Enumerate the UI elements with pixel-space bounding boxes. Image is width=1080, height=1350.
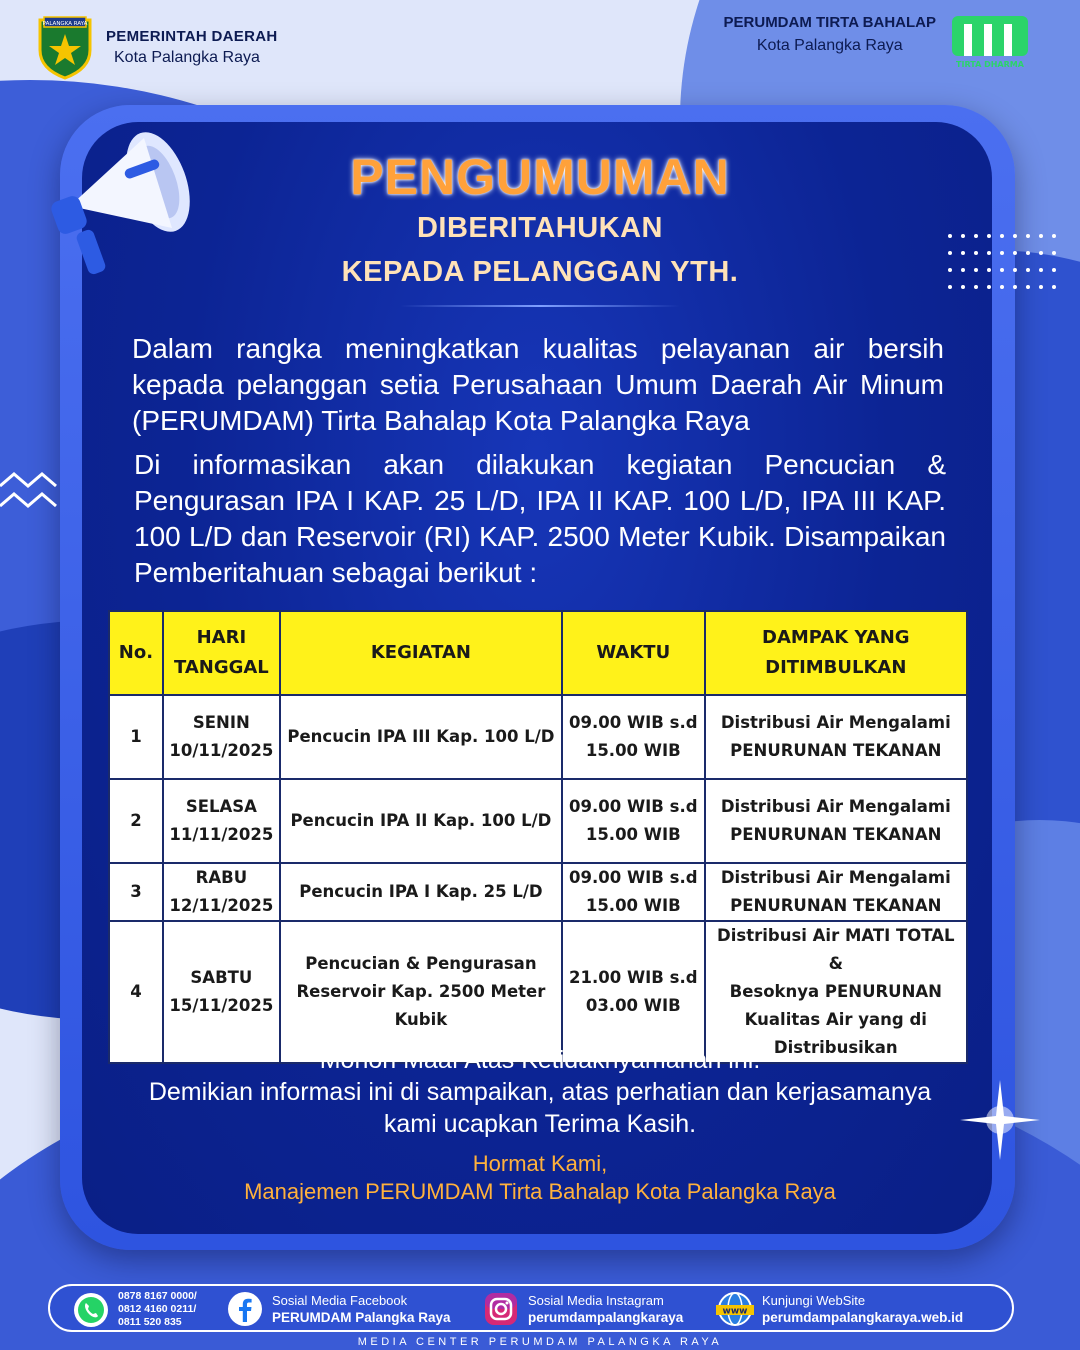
cell-activity: Pencucin IPA I Kap. 25 L/D [280, 863, 562, 921]
cell-activity: Pencucin IPA II Kap. 100 L/D [280, 779, 562, 863]
header-date: TANGGAL [173, 657, 269, 678]
divider [400, 305, 680, 307]
cell-time [562, 695, 705, 779]
cell-impact [705, 921, 967, 1063]
footer-website[interactable] [716, 1290, 963, 1328]
apology-text: Mohon Maaf Atas Ketidaknyamanan ini. [319, 1046, 761, 1074]
cell-time-start: 09.00 WIB s.d [569, 797, 698, 816]
cell-day: RABU [195, 868, 248, 887]
cell-time-start: 09.00 WIB s.d [569, 713, 698, 732]
header-right [724, 14, 1030, 70]
cell-impact-line: Besoknya PENURUNAN [729, 982, 942, 1001]
cell-day: SABTU [190, 968, 253, 987]
footer-instagram[interactable] [482, 1290, 683, 1328]
cell-impact-line: Kualitas Air yang di [744, 1010, 927, 1029]
whatsapp-icon [72, 1291, 110, 1329]
schedule-table [108, 610, 968, 1064]
closing-text: kami ucapkan Terima Kasih. [383, 1110, 697, 1138]
cell-activity: Pencucin IPA III Kap. 100 L/D [280, 695, 562, 779]
cell-activity [280, 921, 562, 1063]
header-left [36, 14, 278, 80]
cell-no: 3 [109, 863, 163, 921]
cell-impact-line: Distribusikan [773, 1038, 898, 1057]
cell-impact-line: PENURUNAN TEKANAN [730, 741, 942, 760]
announcement-title: PENGUMUMAN [350, 149, 730, 205]
header-day-date [163, 611, 280, 695]
pm-logo-icon [950, 14, 1030, 70]
cell-impact [705, 695, 967, 779]
facebook-account: PERUMDAM Palangka Raya [272, 1310, 451, 1325]
footer-whatsapp[interactable] [72, 1290, 197, 1329]
cell-time-end: 15.00 WIB [585, 896, 681, 915]
cell-impact-line: Distribusi Air Mengalami [720, 713, 951, 732]
phone-number: 0811 520 835 [118, 1316, 182, 1328]
cell-day: SELASA [185, 797, 257, 816]
crest-icon [36, 14, 94, 80]
cell-time-end: 03.00 WIB [585, 996, 681, 1015]
cell-day: SENIN [192, 713, 250, 732]
cell-time [562, 921, 705, 1063]
cell-date: 10/11/2025 [169, 741, 274, 760]
footer-facebook[interactable] [226, 1290, 451, 1328]
header-impact-line: DITIMBULKAN [765, 657, 907, 678]
cell-no: 1 [109, 695, 163, 779]
cell-day-date [163, 863, 280, 921]
media-center-caption: MEDIA CENTER PERUMDAM PALANGKA RAYA [357, 1336, 723, 1348]
header-impact [705, 611, 967, 695]
header-activity: KEGIATAN [280, 611, 562, 695]
cell-impact [705, 779, 967, 863]
instagram-icon [482, 1290, 520, 1328]
instagram-label: Sosial Media Instagram [528, 1293, 664, 1308]
cell-impact-line: Distribusi Air Mengalami [720, 797, 951, 816]
website-label: Kunjungi WebSite [762, 1293, 866, 1308]
announcement-subtitle-1: DIBERITAHUKAN [416, 212, 663, 244]
cell-date: 12/11/2025 [169, 896, 274, 915]
facebook-label: Sosial Media Facebook [272, 1293, 408, 1308]
table-row [109, 695, 967, 779]
cell-activity-line: Kubik [394, 1010, 448, 1029]
instagram-account: perumdampalangkaraya [528, 1310, 684, 1325]
table-row [109, 921, 967, 1063]
cell-time [562, 863, 705, 921]
header-impact-line: DAMPAK YANG [762, 627, 910, 648]
cell-impact-line: PENURUNAN TEKANAN [730, 825, 942, 844]
government-city: Kota Palangka Raya [114, 48, 260, 66]
government-title: PEMERINTAH DAERAH [106, 27, 278, 45]
header-day: HARI [196, 627, 247, 648]
company-city: Kota Palangka Raya [756, 37, 903, 54]
cell-day-date [163, 779, 280, 863]
crest-label: PALANGKA RAYA [42, 21, 88, 27]
cell-activity-line: Pencucian & Pengurasan [305, 954, 537, 973]
intro-paragraph: Dalam rangka meningkatkan kualitas pelayanan air bersih kepada pelanggan setia Perusahaan Umum Daerah Air Minum (PERUMDAM) Tirta Bahalap Kota Palangka Raya [132, 333, 944, 436]
table-row [109, 863, 967, 921]
header-time: WAKTU [562, 611, 705, 695]
phone-number: 0812 4160 0211/ [118, 1303, 197, 1315]
cell-time [562, 779, 705, 863]
signature-greeting: Hormat Kami, [472, 1151, 608, 1176]
cell-impact-line: Distribusi Air MATI TOTAL & [717, 926, 955, 973]
zigzag-decoration [0, 470, 60, 520]
cell-no: 2 [109, 779, 163, 863]
globe-icon [716, 1290, 754, 1328]
cell-impact-line: Distribusi Air Mengalami [720, 868, 951, 887]
cell-time-start: 09.00 WIB s.d [569, 868, 698, 887]
cell-time-end: 15.00 WIB [585, 741, 681, 760]
table-row [109, 779, 967, 863]
cell-activity-line: Reservoir Kap. 2500 Meter [296, 982, 546, 1001]
cell-impact [705, 863, 967, 921]
cell-date: 15/11/2025 [169, 996, 274, 1015]
cell-impact-line: PENURUNAN TEKANAN [730, 896, 942, 915]
announcement-subtitle-2: KEPADA PELANGGAN YTH. [341, 256, 739, 288]
company-title: PERUMDAM TIRTA BAHALAP [723, 14, 936, 31]
phone-number: 0878 8167 0000/ [118, 1290, 197, 1302]
cell-time-start: 21.00 WIB s.d [569, 968, 698, 987]
cell-date: 11/11/2025 [169, 825, 274, 844]
table-header-row [109, 611, 967, 695]
facebook-icon [226, 1290, 264, 1328]
cell-day-date [163, 921, 280, 1063]
globe-label: www [722, 1306, 748, 1317]
website-url[interactable]: perumdampalangkaraya.web.id [762, 1310, 964, 1325]
header-no: No. [109, 611, 163, 695]
cell-time-end: 15.00 WIB [585, 825, 681, 844]
info-paragraph: Di informasikan akan dilakukan kegiatan Pencucian & Pengurasan IPA I KAP. 25 L/D, IPA II KAP. 100 L/D, IPA III KAP. 100 L/D dan Reservoir (RI) KAP. 2500 Meter Kubik. Disampaikan Pemberitahuan sebagai berikut : [134, 449, 946, 588]
cell-day-date [163, 695, 280, 779]
logo-caption: TIRTA DHARMA [956, 60, 1024, 69]
closing-text: Demikian informasi ini di sampaikan, atas perhatian dan kerjasamanya [148, 1078, 932, 1106]
signature-name: Manajemen PERUMDAM Tirta Bahalap Kota Palangka Raya [244, 1179, 836, 1204]
cell-no: 4 [109, 921, 163, 1063]
